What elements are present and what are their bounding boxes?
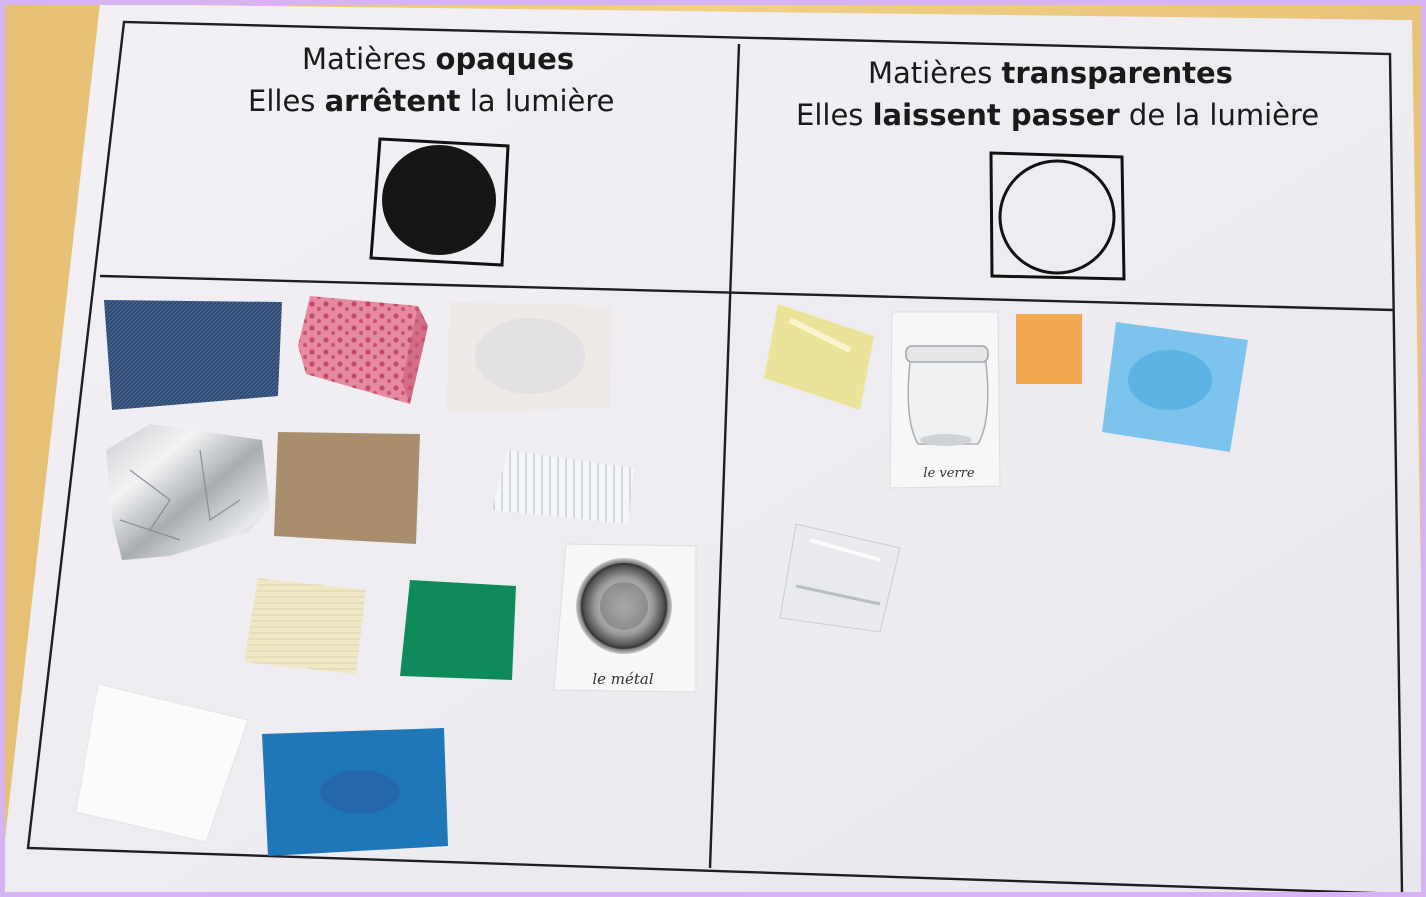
opaque-heading-line1: Matières opaques: [302, 42, 575, 76]
glass-picture-card: [890, 312, 1000, 488]
transparent-heading-line1: Matières transparentes: [868, 56, 1233, 90]
light-blue-film-sample: [1102, 322, 1248, 452]
orange-film-sample: [1016, 314, 1082, 384]
glass-jar-icon: [906, 346, 988, 446]
transparent-heading-line2: Elles laissent passer de la lumière: [796, 98, 1320, 132]
blue-paper-sample: [262, 728, 448, 856]
denim-sample: [104, 300, 282, 410]
cardboard-sample: [274, 432, 420, 544]
glass-card-label: le verre: [923, 466, 975, 481]
metal-card-label: le métal: [592, 670, 654, 688]
green-paper-sample: [400, 580, 516, 680]
opaque-heading-line2: Elles arrêtent la lumière: [248, 84, 615, 118]
crepe-paper-sample: [244, 578, 366, 674]
